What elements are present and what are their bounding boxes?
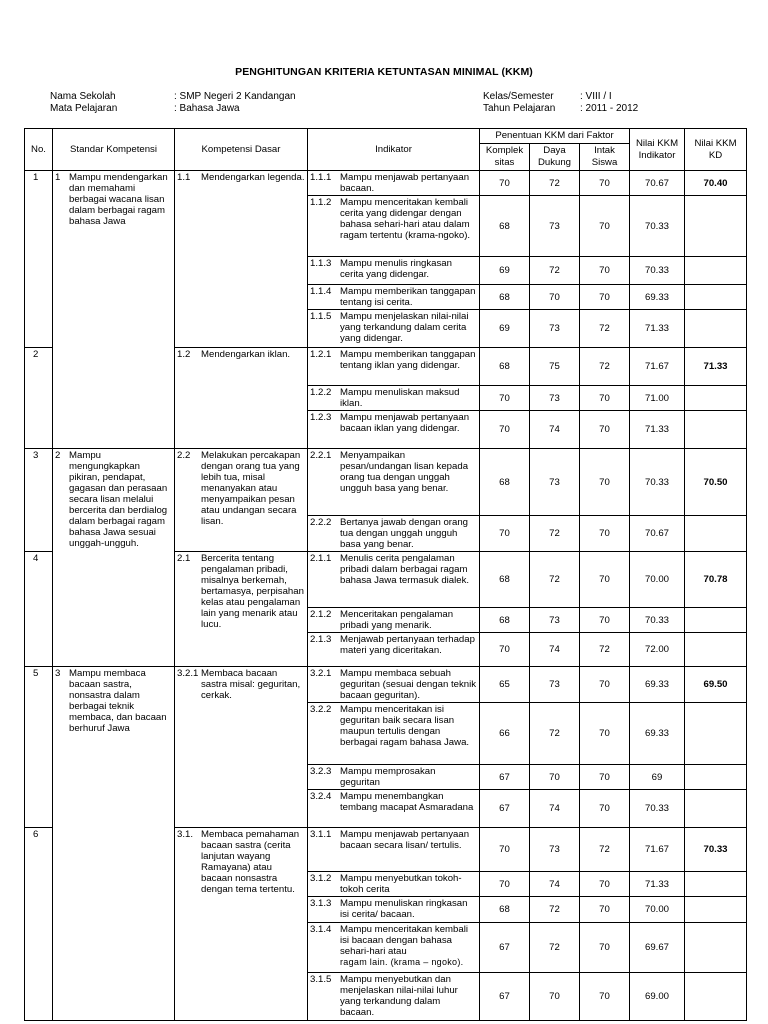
class-label: Kelas/Semester <box>483 91 554 102</box>
kompetensi-dasar-code: 2.2 <box>177 450 191 461</box>
komplek-value: 67 <box>480 765 530 790</box>
nilai-kd-value: 71.33 <box>685 348 747 386</box>
row-number: 5 <box>25 667 53 828</box>
komplek-value: 68 <box>480 285 530 310</box>
indikator-text: Bertanya jawab dengan orang tua dengan unggah ungguh basa yang benar. <box>340 517 469 550</box>
komplek-value: 70 <box>480 411 530 449</box>
indikator-cell <box>308 667 480 703</box>
kompetensi-dasar-cell <box>175 828 308 1021</box>
daya-value: 73 <box>530 608 580 633</box>
nilai-kd-value <box>685 386 747 411</box>
nilai-indikator-value: 70.33 <box>630 196 685 257</box>
daya-value: 72 <box>530 923 580 973</box>
table-row <box>25 667 747 703</box>
komplek-value: 70 <box>480 516 530 552</box>
kompetensi-dasar-text: Melakukan percakapan dengan orang tua yang lebih tua, misal menanyakan atau menyampaikan pesan atau undangan secara lisan. <box>201 450 301 527</box>
indikator-code: 1.2.1 <box>310 349 332 360</box>
indikator-code: 2.2.2 <box>310 517 332 528</box>
komplek-value: 69 <box>480 310 530 348</box>
komplek-value: 68 <box>480 552 530 608</box>
indikator-code: 2.1.1 <box>310 553 332 564</box>
standar-kompetensi-code: 1 <box>55 172 61 183</box>
indikator-text: Mampu menjelaskan nilai-nilai yang terkandung dalam cerita yang didengar. <box>340 311 469 344</box>
indikator-cell <box>308 348 480 386</box>
indikator-text: Mampu memberikan tanggapan tentang iklan yang didengar. <box>340 349 476 371</box>
daya-value: 74 <box>530 633 580 667</box>
nilai-kd-value: 70.78 <box>685 552 747 608</box>
komplek-value: 65 <box>480 667 530 703</box>
kompetensi-dasar-code: 1.1 <box>177 172 191 183</box>
indikator-code: 1.2.3 <box>310 412 332 423</box>
kkm-table <box>24 128 747 1021</box>
indikator-text: Mampu menceritakan kembali cerita yang didengar dengan bahasa sehari-hari atau dalam ragam tertentu (krama-ngoko). <box>340 197 471 241</box>
intak-value: 70 <box>580 285 630 310</box>
row-number: 1 <box>25 171 53 348</box>
indikator-text: Mampu menjawab pertanyaan bacaan. <box>340 172 470 194</box>
header-standar-kompetensi: Standar Kompetensi <box>53 129 175 171</box>
indikator-cell <box>308 790 480 828</box>
indikator-code: 3.2.3 <box>310 766 332 777</box>
indikator-code: 3.1.1 <box>310 829 332 840</box>
nilai-indikator-value: 71.33 <box>630 872 685 897</box>
nilai-kd-value <box>685 633 747 667</box>
header-indikator: Indikator <box>308 129 480 171</box>
nilai-kd-value <box>685 872 747 897</box>
indikator-code: 1.2.2 <box>310 387 332 398</box>
indikator-cell <box>308 171 480 196</box>
indikator-cell <box>308 633 480 667</box>
komplek-value: 70 <box>480 633 530 667</box>
nilai-kd-value: 70.33 <box>685 828 747 872</box>
school-label: Nama Sekolah <box>50 91 116 102</box>
header-daya: Daya Dukung <box>530 144 580 171</box>
subject-label: Mata Pelajaran <box>50 103 118 114</box>
nilai-indikator-value: 70.33 <box>630 257 685 285</box>
indikator-cell <box>308 923 480 973</box>
kompetensi-dasar-text: Mendengarkan iklan. <box>201 349 291 360</box>
standar-kompetensi-cell <box>53 171 175 449</box>
intak-value: 70 <box>580 516 630 552</box>
standar-kompetensi-code: 3 <box>55 668 61 679</box>
header-intak: Intak Siswa <box>580 144 630 171</box>
intak-value: 70 <box>580 171 630 196</box>
header-nilai-kd: Nilai KKM KD <box>685 129 747 171</box>
daya-value: 72 <box>530 552 580 608</box>
year-label: Tahun Pelajaran <box>483 103 556 114</box>
header-kompetensi-dasar: Kompetensi Dasar <box>175 129 308 171</box>
year-value: : 2011 - 2012 <box>580 103 639 114</box>
class-value: : VIII / I <box>580 91 612 102</box>
daya-value: 72 <box>530 703 580 765</box>
indikator-code: 3.1.3 <box>310 898 332 909</box>
daya-value: 70 <box>530 765 580 790</box>
daya-value: 70 <box>530 285 580 310</box>
nilai-indikator-value: 69.67 <box>630 923 685 973</box>
nilai-indikator-value: 71.00 <box>630 386 685 411</box>
header-nilai-indikator: Nilai KKM Indikator <box>630 129 685 171</box>
daya-value: 72 <box>530 897 580 923</box>
header-no: No. <box>25 129 53 171</box>
indikator-code: 1.1.5 <box>310 311 332 322</box>
indikator-text: Mampu menyebutkan dan menjelaskan nilai-nilai luhur yang terkandung dalam bacaan. <box>340 974 458 1018</box>
indikator-text: Menceritakan pengalaman pribadi yang menarik. <box>340 609 454 631</box>
kompetensi-dasar-cell <box>175 449 308 552</box>
komplek-value: 70 <box>480 828 530 872</box>
standar-kompetensi-text: Mampu membaca bacaan sastra, nonsastra dalam berbagai teknik membaca, dan bacaan berhuruf Jawa <box>69 668 167 734</box>
kompetensi-dasar-cell <box>175 667 308 828</box>
daya-value: 74 <box>530 790 580 828</box>
indikator-text: Mampu membaca sebuah geguritan (sesuai dengan teknik bacaan geguritan). <box>340 668 477 701</box>
indikator-cell <box>308 828 480 872</box>
nilai-kd-value <box>685 196 747 257</box>
nilai-kd-value: 69.50 <box>685 667 747 703</box>
nilai-indikator-value: 72.00 <box>630 633 685 667</box>
indikator-text: Mampu menjawab pertanyaan bacaan iklan yang didengar. <box>340 412 470 434</box>
nilai-indikator-value: 69.33 <box>630 285 685 310</box>
indikator-code: 3.1.4 <box>310 924 332 935</box>
nilai-kd-value <box>685 285 747 310</box>
indikator-code: 3.1.5 <box>310 974 332 985</box>
standar-kompetensi-cell <box>53 449 175 667</box>
intak-value: 70 <box>580 872 630 897</box>
komplek-value: 66 <box>480 703 530 765</box>
nilai-kd-value <box>685 923 747 973</box>
intak-value: 70 <box>580 973 630 1021</box>
indikator-cell <box>308 386 480 411</box>
indikator-code: 1.1.4 <box>310 286 332 297</box>
indikator-text-continued: ragam lain. (krama – ngoko). <box>340 957 464 967</box>
nilai-indikator-value: 71.67 <box>630 348 685 386</box>
indikator-text: Mampu menuliskan ringkasan isi cerita/ bacaan. <box>340 898 468 920</box>
intak-value: 70 <box>580 386 630 411</box>
nilai-kd-value <box>685 411 747 449</box>
komplek-value: 70 <box>480 171 530 196</box>
row-number: 2 <box>25 348 53 449</box>
intak-value: 70 <box>580 608 630 633</box>
indikator-code: 2.1.2 <box>310 609 332 620</box>
indikator-code: 3.2.4 <box>310 791 332 802</box>
daya-value: 72 <box>530 516 580 552</box>
intak-value: 72 <box>580 310 630 348</box>
intak-value: 70 <box>580 411 630 449</box>
kompetensi-dasar-cell <box>175 348 308 449</box>
indikator-text: Mampu menjawab pertanyaan bacaan secara lisan/ tertulis. <box>340 829 470 851</box>
kompetensi-dasar-cell <box>175 171 308 348</box>
indikator-cell <box>308 703 480 765</box>
row-number: 3 <box>25 449 53 552</box>
daya-value: 73 <box>530 667 580 703</box>
nilai-indikator-value: 70.67 <box>630 171 685 196</box>
subject-value: : Bahasa Jawa <box>174 103 240 114</box>
intak-value: 70 <box>580 257 630 285</box>
nilai-indikator-value: 70.00 <box>630 897 685 923</box>
indikator-cell <box>308 872 480 897</box>
kompetensi-dasar-text: Mendengarkan legenda. <box>201 172 305 183</box>
komplek-value: 67 <box>480 923 530 973</box>
komplek-value: 68 <box>480 196 530 257</box>
intak-value: 70 <box>580 790 630 828</box>
intak-value: 70 <box>580 449 630 516</box>
nilai-kd-value <box>685 608 747 633</box>
table-row <box>25 449 747 516</box>
komplek-value: 69 <box>480 257 530 285</box>
header-penentuan: Penentuan KKM dari Faktor <box>480 129 630 144</box>
kompetensi-dasar-cell <box>175 552 308 667</box>
indikator-cell <box>308 310 480 348</box>
indikator-cell <box>308 411 480 449</box>
nilai-kd-value <box>685 516 747 552</box>
kompetensi-dasar-code: 3.1. <box>177 829 194 840</box>
indikator-code: 3.1.2 <box>310 873 332 884</box>
indikator-text: Mampu menuliskan maksud iklan. <box>340 387 460 409</box>
indikator-code: 3.2.1 <box>310 668 332 679</box>
nilai-kd-value <box>685 703 747 765</box>
komplek-value: 67 <box>480 790 530 828</box>
indikator-text: Mampu memprosakan geguritan <box>340 766 436 788</box>
intak-value: 70 <box>580 923 630 973</box>
kompetensi-dasar-code: 2.1 <box>177 553 191 564</box>
nilai-kd-value <box>685 310 747 348</box>
intak-value: 70 <box>580 552 630 608</box>
intak-value: 70 <box>580 703 630 765</box>
daya-value: 75 <box>530 348 580 386</box>
indikator-text: Mampu menembangkan tembang macapat Asmaradana <box>340 791 474 813</box>
komplek-value: 68 <box>480 348 530 386</box>
nilai-indikator-value: 69.33 <box>630 703 685 765</box>
daya-value: 73 <box>530 386 580 411</box>
indikator-text: Mampu memberikan tanggapan tentang isi cerita. <box>340 286 476 308</box>
kompetensi-dasar-code: 3.2.1 <box>177 668 199 679</box>
indikator-text: Mampu menceritakan isi geguritan baik secara lisan maupun tertulis dengan berbagai ragam bahasa Jawa. <box>340 704 470 748</box>
indikator-text: Mampu menyebutkan tokoh-tokoh cerita <box>340 873 462 895</box>
indikator-cell <box>308 285 480 310</box>
indikator-code: 1.1.2 <box>310 197 332 208</box>
nilai-indikator-value: 69.33 <box>630 667 685 703</box>
nilai-kd-value <box>685 973 747 1021</box>
indikator-text: Menulis cerita pengalaman pribadi dalam berbagai ragam bahasa Jawa termasuk dialek. <box>340 553 470 586</box>
nilai-indikator-value: 70.33 <box>630 608 685 633</box>
indikator-code: 1.1.3 <box>310 258 332 269</box>
intak-value: 70 <box>580 897 630 923</box>
nilai-indikator-value: 70.67 <box>630 516 685 552</box>
nilai-indikator-value: 69.00 <box>630 973 685 1021</box>
indikator-cell <box>308 608 480 633</box>
nilai-indikator-value: 69 <box>630 765 685 790</box>
indikator-cell <box>308 516 480 552</box>
standar-kompetensi-cell <box>53 667 175 1021</box>
intak-value: 70 <box>580 765 630 790</box>
nilai-indikator-value: 70.00 <box>630 552 685 608</box>
daya-value: 72 <box>530 171 580 196</box>
daya-value: 73 <box>530 828 580 872</box>
intak-value: 72 <box>580 348 630 386</box>
kompetensi-dasar-text: Membaca pemahaman bacaan sastra (cerita lanjutan wayang Ramayana) atau bacaan nonsastra dengan tema tertentu. <box>201 829 300 895</box>
nilai-indikator-value: 71.33 <box>630 310 685 348</box>
indikator-cell <box>308 897 480 923</box>
intak-value: 72 <box>580 828 630 872</box>
header-komplek: Komplek sitas <box>480 144 530 171</box>
nilai-indikator-value: 70.33 <box>630 449 685 516</box>
standar-kompetensi-text: Mampu mengungkapkan pikiran, pendapat, gagasan dan perasaan secara lisan melalui bercerita dan berdialog dalam berbagai ragam bahasa Jawa sesuai unggah-ungguh. <box>69 450 168 549</box>
indikator-text: Mampu menulis ringkasan cerita yang didengar. <box>340 258 452 280</box>
indikator-code: 1.1.1 <box>310 172 332 183</box>
nilai-indikator-value: 71.33 <box>630 411 685 449</box>
daya-value: 74 <box>530 411 580 449</box>
daya-value: 73 <box>530 196 580 257</box>
indikator-cell <box>308 552 480 608</box>
komplek-value: 68 <box>480 449 530 516</box>
indikator-text: Mampu menceritakan kembali isi bacaan dengan bahasa sehari-hari atau <box>340 924 468 957</box>
komplek-value: 70 <box>480 872 530 897</box>
nilai-kd-value <box>685 897 747 923</box>
nilai-kd-value <box>685 765 747 790</box>
standar-kompetensi-text: Mampu mendengarkan dan memahami berbagai wacana lisan dalam berbagai ragam bahasa Jawa <box>69 172 168 227</box>
indikator-code: 2.1.3 <box>310 634 332 645</box>
document-title: PENGHITUNGAN KRITERIA KETUNTASAN MINIMAL (KKM) <box>235 66 533 78</box>
intak-value: 70 <box>580 667 630 703</box>
daya-value: 73 <box>530 449 580 516</box>
row-number: 6 <box>25 828 53 1021</box>
indikator-code: 2.2.1 <box>310 450 332 461</box>
indikator-text: Menyampaikan pesan/undangan lisan kepada orang tua dengan unggah ungguh basa yang benar. <box>340 450 469 494</box>
kompetensi-dasar-text: Bercerita tentang pengalaman pribadi, misalnya berkemah, bertamasya, perpisahan kelas atau pengalaman lain yang menarik atau lucu. <box>201 553 304 630</box>
nilai-indikator-value: 70.33 <box>630 790 685 828</box>
row-number: 4 <box>25 552 53 667</box>
daya-value: 74 <box>530 872 580 897</box>
indikator-text: Menjawab pertanyaan terhadap materi yang diceritakan. <box>340 634 475 656</box>
nilai-kd-value <box>685 790 747 828</box>
daya-value: 72 <box>530 257 580 285</box>
indikator-cell <box>308 196 480 257</box>
nilai-kd-value <box>685 257 747 285</box>
komplek-value: 68 <box>480 608 530 633</box>
nilai-indikator-value: 71.67 <box>630 828 685 872</box>
komplek-value: 67 <box>480 973 530 1021</box>
indikator-cell <box>308 765 480 790</box>
nilai-kd-value: 70.50 <box>685 449 747 516</box>
kompetensi-dasar-text: Membaca bacaan sastra misal: geguritan, cerkak. <box>201 668 301 701</box>
indikator-cell <box>308 973 480 1021</box>
intak-value: 70 <box>580 196 630 257</box>
indikator-cell <box>308 449 480 516</box>
intak-value: 72 <box>580 633 630 667</box>
table-row <box>25 171 747 196</box>
kompetensi-dasar-code: 1.2 <box>177 349 191 360</box>
daya-value: 70 <box>530 973 580 1021</box>
school-value: : SMP Negeri 2 Kandangan <box>174 91 296 102</box>
komplek-value: 68 <box>480 897 530 923</box>
daya-value: 73 <box>530 310 580 348</box>
nilai-kd-value: 70.40 <box>685 171 747 196</box>
indikator-code: 3.2.2 <box>310 704 332 715</box>
standar-kompetensi-code: 2 <box>55 450 61 461</box>
indikator-cell <box>308 257 480 285</box>
komplek-value: 70 <box>480 386 530 411</box>
